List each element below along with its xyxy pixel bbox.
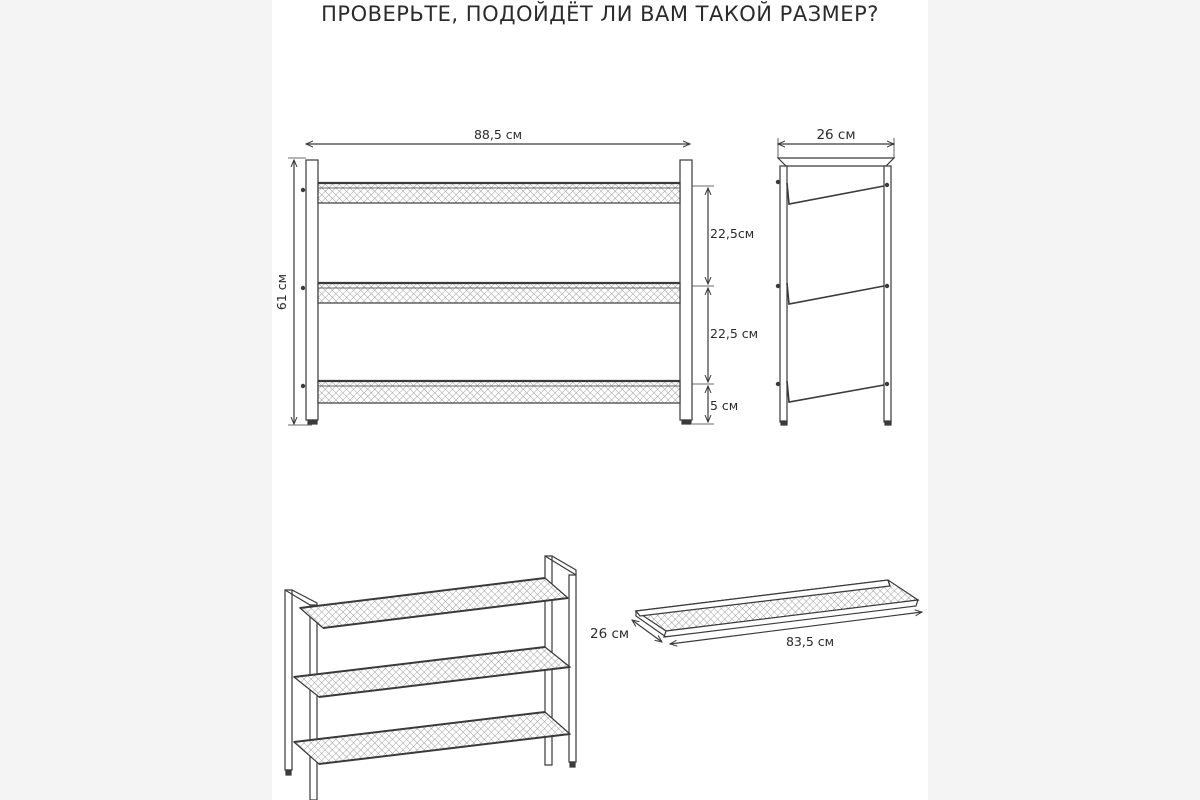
gap-middle-label: 22,5 см xyxy=(710,326,759,341)
side-shelf-middle xyxy=(787,283,884,304)
shelf-depth-label: 26 см xyxy=(590,626,630,642)
front-shelf-bottom xyxy=(318,381,680,403)
front-shelf-middle xyxy=(318,283,680,303)
width-label: 88,5 см xyxy=(473,127,523,142)
side-shelf-bottom xyxy=(787,381,884,402)
perspective-shelf-middle xyxy=(294,647,570,697)
height-label: 61 см xyxy=(274,273,289,311)
front-shelf-top xyxy=(318,183,680,203)
right-post xyxy=(680,160,692,420)
shelf-detail xyxy=(632,580,922,644)
gap-top-label: 22,5см xyxy=(710,226,755,241)
side-shelf-top xyxy=(787,183,884,204)
side-depth-label: 26 см xyxy=(816,127,856,143)
side-front-post xyxy=(780,166,787,422)
perspective-view xyxy=(285,556,576,800)
side-view xyxy=(776,138,894,425)
perspective-shelf-top xyxy=(300,578,568,628)
front-view xyxy=(288,144,714,425)
left-post xyxy=(306,160,318,420)
perspective-shelf-bottom xyxy=(294,712,570,764)
shelf-length-label: 83,5 см xyxy=(785,634,835,649)
page-title: ПРОВЕРЬТЕ, ПОДОЙДЁТ ЛИ ВАМ ТАКОЙ РАЗМЕР? xyxy=(321,2,879,26)
bottom-clearance-label: 5 см xyxy=(710,398,739,413)
